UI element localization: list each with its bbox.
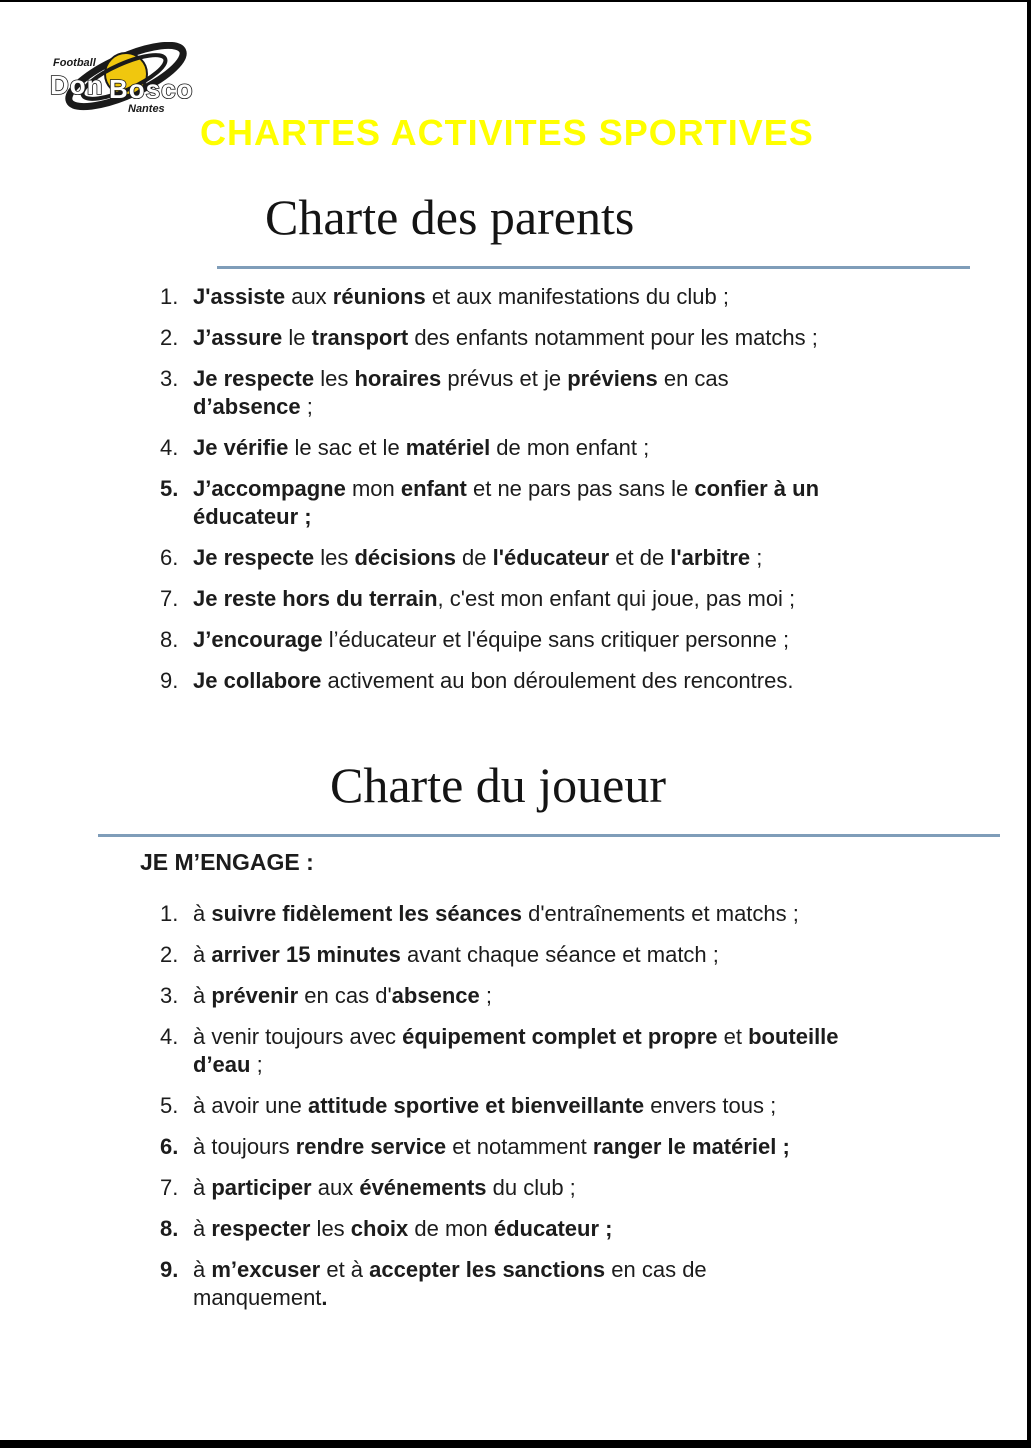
item-text: à m’excuser et à accepter les sanctions en cas de manquement. — [193, 1257, 707, 1310]
item-number: 2. — [160, 325, 179, 350]
item-text: à respecter les choix de mon éducateur ; — [193, 1216, 613, 1241]
list-item — [160, 434, 960, 462]
scan-edge-bottom — [0, 1440, 1031, 1448]
item-number: 3. — [160, 366, 179, 391]
joueur-intro: JE M’ENGAGE : — [140, 849, 314, 875]
list-item — [160, 365, 960, 421]
list-item — [160, 1256, 980, 1312]
item-text: à toujours rendre service et notamment ranger le matériel ; — [193, 1134, 790, 1159]
list-item — [160, 324, 960, 352]
list-item — [160, 1174, 980, 1202]
item-number: 7. — [160, 586, 179, 611]
heading-rule-parents — [217, 266, 970, 269]
item-text: Je vérifie le sac et le matériel de mon enfant ; — [193, 435, 650, 460]
item-number: 9. — [160, 1257, 179, 1282]
item-text: à prévenir en cas d'absence ; — [193, 983, 492, 1008]
scan-edge-top — [0, 0, 1031, 2]
item-text: à suivre fidèlement les séances d'entraînements et matchs ; — [193, 901, 799, 926]
list-item — [160, 283, 960, 311]
scan-edge-right — [1027, 0, 1031, 1448]
item-text: J’accompagne mon enfant et ne pars pas sans le confier à un éducateur ; — [193, 476, 820, 529]
list-item — [160, 544, 960, 572]
item-text: J’encourage l’éducateur et l'équipe sans critiquer personne ; — [193, 627, 790, 652]
list-item — [160, 585, 960, 613]
heading-rule-joueur — [98, 834, 1000, 837]
item-text: Je respecte les horaires prévus et je préviens en cas d’absence ; — [193, 366, 729, 419]
item-text: à venir toujours avec équipement complet et propre et bouteille d’eau ; — [193, 1024, 839, 1077]
item-number: 4. — [160, 1024, 179, 1049]
club-logo — [33, 42, 208, 126]
item-number: 7. — [160, 1175, 179, 1200]
item-text: à arriver 15 minutes avant chaque séance et match ; — [193, 942, 719, 967]
list-item — [160, 1133, 980, 1161]
item-text: J'assiste aux réunions et aux manifestations du club ; — [193, 284, 729, 309]
item-number: 6. — [160, 545, 179, 570]
logo-nantes-label: Nantes — [128, 103, 165, 115]
logo-don-text: Don — [50, 70, 104, 100]
item-number: 1. — [160, 284, 179, 309]
list-item — [160, 900, 980, 928]
parents-list — [160, 283, 960, 708]
logo-bosco-text: Bosco — [109, 74, 194, 104]
item-number: 1. — [160, 901, 179, 926]
item-number: 4. — [160, 435, 179, 460]
list-item — [160, 626, 960, 654]
item-number: 5. — [160, 476, 179, 501]
item-text: J’assure le transport des enfants notamment pour les matchs ; — [193, 325, 818, 350]
item-text: Je collabore activement au bon déroulement des rencontres. — [193, 668, 794, 693]
section-heading-joueur: Charte du joueur — [330, 757, 667, 813]
item-text: à avoir une attitude sportive et bienveillante envers tous ; — [193, 1093, 777, 1118]
list-item — [160, 667, 960, 695]
document-title: CHARTES ACTIVITES SPORTIVES — [200, 112, 814, 153]
logo-football-label: Football — [53, 57, 96, 69]
item-number: 9. — [160, 668, 179, 693]
list-item — [160, 1092, 980, 1120]
item-text: à participer aux événements du club ; — [193, 1175, 576, 1200]
section-heading-parents: Charte des parents — [265, 189, 635, 245]
item-number: 6. — [160, 1134, 179, 1159]
list-item — [160, 982, 980, 1010]
item-number: 2. — [160, 942, 179, 967]
item-number: 8. — [160, 1216, 179, 1241]
list-item — [160, 1215, 980, 1243]
item-number: 8. — [160, 627, 179, 652]
item-number: 3. — [160, 983, 179, 1008]
list-item — [160, 475, 960, 531]
list-item — [160, 941, 980, 969]
item-number: 5. — [160, 1093, 179, 1118]
list-item — [160, 1023, 980, 1079]
item-text: Je reste hors du terrain, c'est mon enfant qui joue, pas moi ; — [193, 586, 796, 611]
joueur-list — [160, 900, 980, 1325]
item-text: Je respecte les décisions de l'éducateur et de l'arbitre ; — [193, 545, 763, 570]
